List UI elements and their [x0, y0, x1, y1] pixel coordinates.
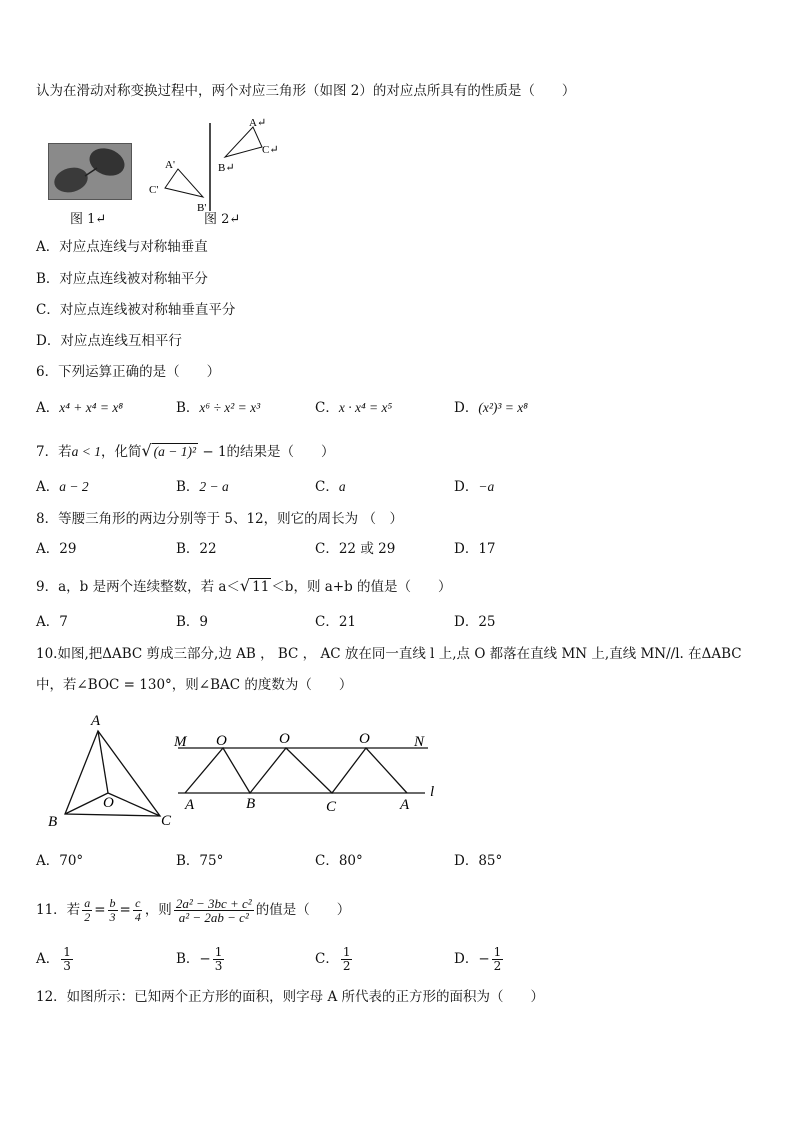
q8-option-b: B．22 [176, 541, 217, 557]
par-label-c: C [326, 799, 337, 815]
q5-option-d: D．对应点连线互相平行 [36, 333, 182, 349]
q6-option-a: A．x⁴ + x⁴ = x⁸ [36, 400, 124, 416]
label-b-prime: B' [197, 202, 207, 214]
q5-option-b: B．对应点连线被对称轴平分 [36, 271, 208, 287]
q9-option-c: C．21 [315, 614, 357, 630]
question-intro: 认为在滑动对称变换过程中，两个对应三角形（如图 2）的对应点所具有的性质是（ ） [36, 83, 576, 99]
figure-1-caption: 图 1↵ [70, 212, 107, 227]
q10-stem-line2: 中，若∠BOC = 130°，则∠BAC 的度数为（ ） [36, 677, 353, 693]
q10-figure-parallel [170, 728, 445, 820]
q9-stem: 9．a，b 是两个连续整数，若 a＜√ 11 ＜b，则 a+b 的值是（ ） [36, 576, 452, 595]
label-a: A↵ [249, 117, 267, 129]
q6-option-c: C．x · x⁴ = x⁵ [315, 400, 393, 416]
q11-option-a: A． $\frac{1}{3}$ [36, 944, 71, 973]
q8-option-d: D．17 [454, 541, 496, 557]
par-label-n: N [414, 734, 425, 750]
q7-option-d: D．−a [454, 479, 495, 495]
q11-option-b: B． − $\frac{1}{3}$ [176, 944, 223, 973]
q8-option-c: C．22 或 29 [315, 541, 396, 557]
leaves-image [49, 144, 131, 199]
figure-1-photo [48, 143, 132, 200]
label-a-prime: A' [165, 159, 175, 171]
q10-figure-triangle [45, 708, 185, 833]
q6-stem: 6．下列运算正确的是（ ） [36, 364, 221, 380]
q9-option-b: B．9 [176, 614, 209, 630]
tri-label-a: A [91, 713, 101, 729]
par-label-o1: O [216, 733, 227, 749]
tri-label-c: C [161, 813, 172, 829]
par-label-m: M [174, 734, 187, 750]
q11-option-c: C． $\frac{1}{2}$ [315, 944, 351, 973]
q8-option-a: A．29 [36, 541, 77, 557]
q10-option-c: C．80° [315, 853, 363, 869]
figure-2-diagram [145, 115, 285, 220]
q9-option-d: D．25 [454, 614, 496, 630]
par-label-a1: A [185, 797, 195, 813]
q11-option-d: D． − $\frac{1}{2}$ [454, 944, 502, 973]
par-label-b: B [246, 796, 256, 812]
label-c-prime: C' [149, 184, 159, 196]
q11-stem: 11．若 $\frac{a}{2}$ = $\frac{b}{3}$ = $\frac{c}{4}$ ，则 $\frac{\text{2a² − 3bc + c²}}{\text{a² − 2ab − c²}}$ 的值是（ ） [36, 895, 351, 925]
q10-option-a: A．70° [36, 853, 84, 869]
tri-label-o: O [103, 795, 114, 811]
label-c: C↵ [262, 144, 279, 156]
q8-stem: 8．等腰三角形的两边分别等于 5、12，则它的周长为 （ ） [36, 511, 403, 527]
q6-option-b: B．x⁶ ÷ x² = x³ [176, 400, 261, 416]
q5-option-c: C．对应点连线被对称轴垂直平分 [36, 302, 236, 318]
label-b: B↵ [218, 162, 235, 174]
q10-stem-line1: 10.如图,把ΔABC 剪成三部分,边 AB ， BC ， AC 放在同一直线 l 上,点 O 都落在直线 MN 上,直线 MN//l. 在ΔABC [36, 646, 742, 662]
q7-option-a: A．a − 2 [36, 479, 89, 495]
q10-option-d: D．85° [454, 853, 503, 869]
q7-stem: 7．若a < 1，化简√ (a − 1)² − 1的结果是（ ） [36, 441, 335, 460]
q5-option-a: A．对应点连线与对称轴垂直 [36, 239, 208, 255]
figure-2-caption: 图 2↵ [204, 212, 241, 227]
q12-stem: 12．如图所示：已知两个正方形的面积，则字母 A 所代表的正方形的面积为（ ） [36, 989, 545, 1005]
q10-option-b: B．75° [176, 853, 224, 869]
q7-option-b: B．2 − a [176, 479, 229, 495]
par-label-a2: A [400, 797, 410, 813]
par-label-l: l [430, 784, 435, 800]
par-label-o3: O [359, 731, 370, 747]
par-label-o2: O [279, 731, 290, 747]
q9-option-a: A．7 [36, 614, 68, 630]
tri-label-b: B [48, 814, 58, 830]
q6-option-d: D．(x²)³ = x⁸ [454, 400, 528, 416]
q7-option-c: C．a [315, 479, 346, 495]
